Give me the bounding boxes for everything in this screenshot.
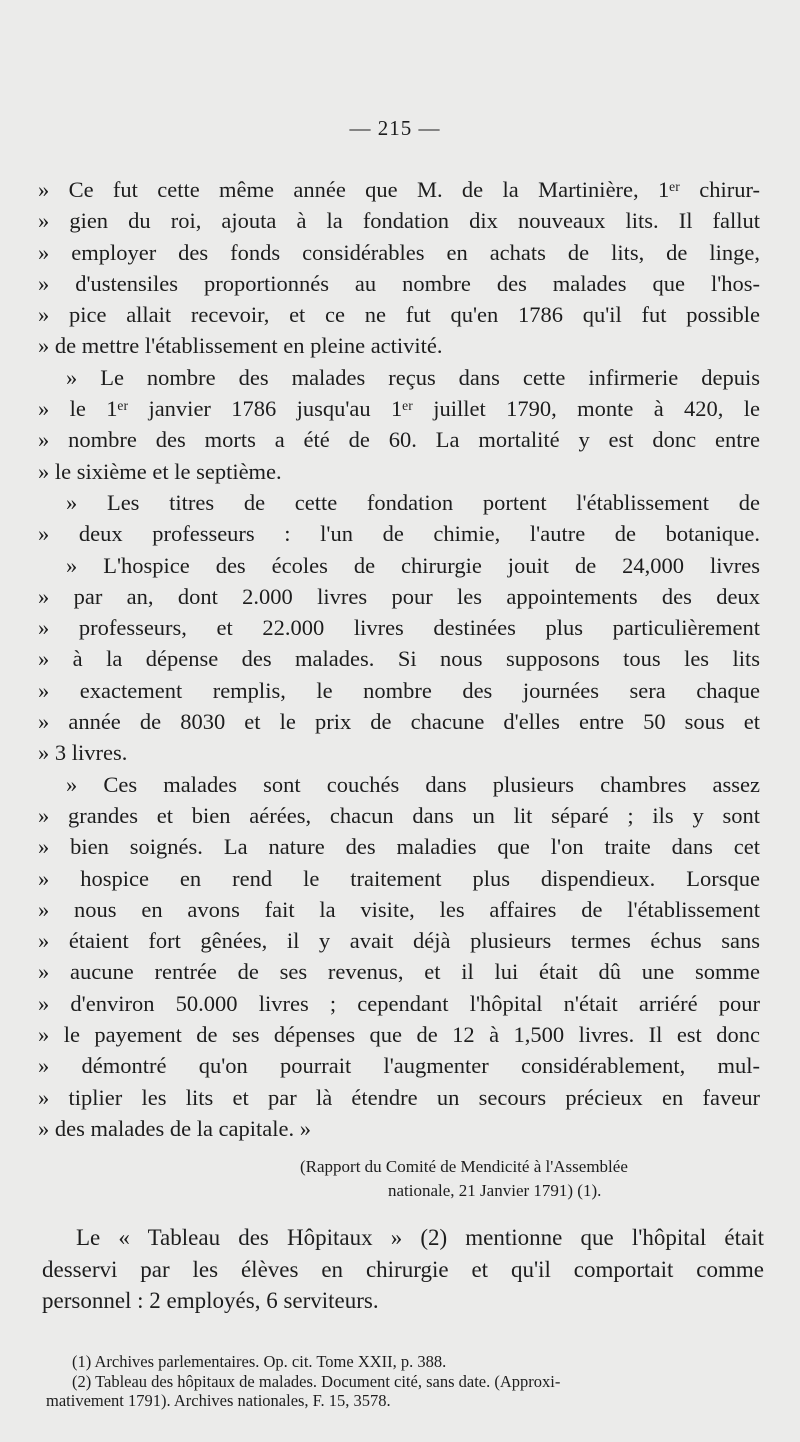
text-line: » année de 8030 et le prix de chacune d'elles entre 50 sous et [38,709,760,735]
text-line: personnel : 2 employés, 6 serviteurs. [42,1288,379,1313]
page-number: — 215 — [349,116,441,140]
body-paragraph [42,1222,764,1317]
text-line: » hospice en rend le traitement plus dispendieux. Lorsque [38,865,760,891]
text-line: » exactement remplis, le nombre des journées sera chaque [38,677,760,703]
citation-line: (Rapport du Comité de Mendicité à l'Assemblée [300,1157,628,1176]
text-line: » de mettre l'établissement en pleine activité. [38,333,443,359]
text-line: » deux professeurs : l'un de chimie, l'autre de botanique. [38,521,760,547]
text-line: » le sixième et le septième. [38,458,282,484]
text-line: » 3 livres. [38,740,128,766]
text-line: » à la dépense des malades. Si nous supposons tous les lits [38,646,760,672]
text-line: » étaient fort gênées, il y avait déjà plusieurs termes échus sans [38,928,760,954]
text-line: » Ce fut cette même année que M. de la Martinière, 1ᵉʳ chirur- [38,177,760,202]
text-line: » par an, dont 2.000 livres pour les appointements des deux [38,583,760,609]
text-line: » le payement de ses dépenses que de 12 à 1,500 livres. Il est donc [38,1022,760,1048]
text-line: desservi par les élèves en chirurgie et qu'il comportait comme [42,1256,764,1282]
text-line: » gien du roi, ajouta à la fondation dix nouveaux lits. Il fallut [38,208,760,234]
text-line: » d'environ 50.000 livres ; cependant l'hôpital n'était arriéré pour [38,990,760,1016]
text-line: » des malades de la capitale. » [38,1115,312,1141]
text-line: » nous en avons fait la visite, les affaires de l'établissement [38,896,760,922]
text-line: » professeurs, et 22.000 livres destinées plus particulièrement [38,615,760,641]
text-line: » L'hospice des écoles de chirurgie jouit de 24,000 livres [66,552,760,578]
footnote-continuation: mativement 1791). Archives nationales, F. 15, 3578. [46,1391,391,1410]
quoted-report [38,174,760,1144]
text-line: » grandes et bien aérées, chacun dans un lit séparé ; ils y sont [38,802,760,828]
footnote: (1) Archives parlementaires. Op. cit. Tome XXII, p. 388. [72,1352,447,1371]
text-line: » le 1ᵉʳ janvier 1786 jusqu'au 1ᵉʳ juillet 1790, monte à 420, le [38,396,760,422]
citation-line: nationale, 21 Janvier 1791) (1). [388,1181,602,1200]
text-line: » pice allait recevoir, et ce ne fut qu'en 1786 qu'il fut possible [38,302,760,328]
text-line: Le « Tableau des Hôpitaux » (2) mentionne que l'hôpital était [76,1225,764,1250]
text-line: » Ces malades sont couchés dans plusieurs chambres assez [66,771,760,797]
text-line: » aucune rentrée de ses revenus, et il lui était dû une somme [38,959,760,985]
text-line: » Le nombre des malades reçus dans cette infirmerie depuis [66,364,760,390]
text-line: » Les titres de cette fondation portent l'établissement de [66,489,760,515]
text-line: » bien soignés. La nature des maladies que l'on traite dans cet [38,834,760,860]
text-line: » employer des fonds considérables en achats de lits, de linge, [38,239,760,265]
text-line: » tiplier les lits et par là étendre un secours précieux en faveur [38,1084,760,1110]
footnote: (2) Tableau des hôpitaux de malades. Document cité, sans date. (Approxi- [72,1371,561,1391]
footnotes [46,1352,766,1411]
text-line: » démontré qu'on pourrait l'augmenter considérablement, mul- [38,1053,760,1079]
text-line: » d'ustensiles proportionnés au nombre des malades que l'hos- [38,270,760,296]
text-line: » nombre des morts a été de 60. La mortalité y est donc entre [38,427,760,453]
